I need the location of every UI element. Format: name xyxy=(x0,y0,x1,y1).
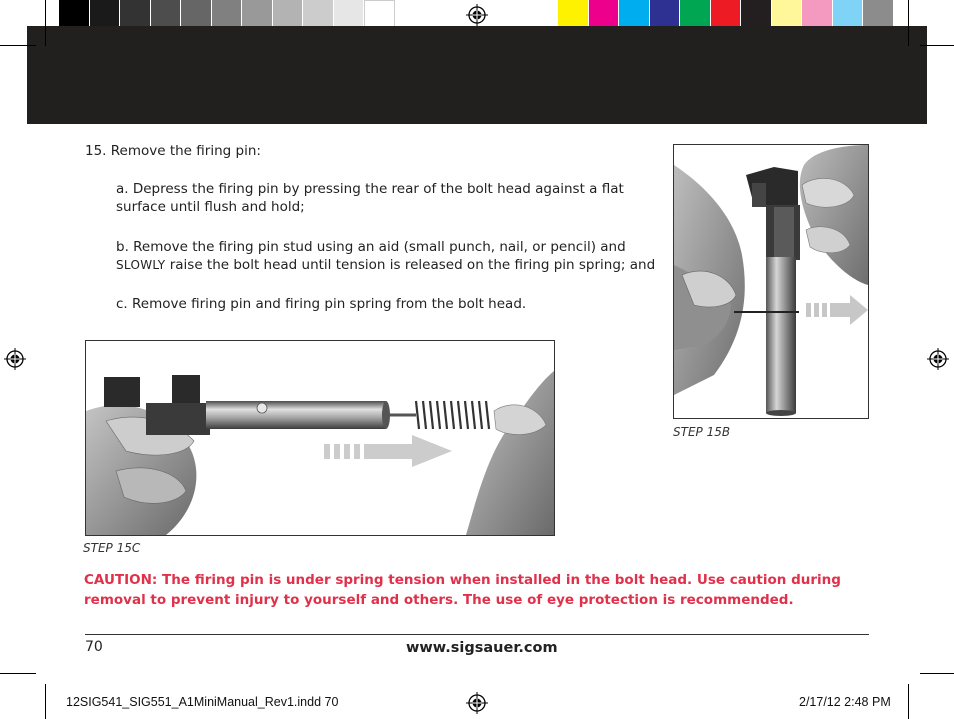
step-b-slowly: SLOWLY xyxy=(116,258,166,272)
page-number: 70 xyxy=(85,639,103,655)
step-b-text xyxy=(116,238,666,274)
photo-step-15b xyxy=(673,144,869,419)
step-intro: 15. Remove the firing pin: xyxy=(85,143,261,159)
registration-mark-icon xyxy=(927,348,949,370)
photo-step-15c xyxy=(85,340,555,536)
registration-mark-icon xyxy=(4,348,26,370)
crop-mark-top-left-v xyxy=(45,0,46,46)
slug-filename: 12SIG541_SIG551_A1MiniManual_Rev1.indd 70 xyxy=(66,695,339,709)
bolt-head-vertical-illustration xyxy=(674,145,868,418)
caution-notice xyxy=(84,570,874,610)
header-band xyxy=(27,26,927,124)
caption-step-15c: STEP 15C xyxy=(83,541,141,555)
registration-mark-icon xyxy=(466,692,488,714)
slug-timestamp: 2/17/12 2:48 PM xyxy=(799,695,891,709)
website-link[interactable]: www.sigsauer.com xyxy=(406,640,558,656)
crop-mark-top-left-h xyxy=(0,45,36,46)
footer-rule xyxy=(85,634,869,635)
registration-mark-icon xyxy=(466,4,488,26)
step-b-part2: raise the bolt head until tension is released on the firing pin spring; and xyxy=(165,257,656,273)
step-c-text: c. Remove firing pin and firing pin spring from the bolt head. xyxy=(116,296,527,312)
crop-mark-bottom-right-h xyxy=(920,673,954,674)
step-b-part1: b. Remove the firing pin stud using an aid (small punch, nail, or pencil) and xyxy=(116,239,626,255)
caution-label: CAUTION xyxy=(84,572,152,588)
crop-mark-top-right-h xyxy=(920,45,954,46)
caption-step-15b: STEP 15B xyxy=(673,425,731,439)
crop-mark-bottom-right-v xyxy=(908,684,909,719)
step-a-text: a. Depress the firing pin by pressing the rear of the bolt head against a flat surface until flush and hold; xyxy=(116,181,624,215)
bolt-head-horizontal-illustration xyxy=(86,341,554,535)
caution-text: : The firing pin is under spring tension when installed in the bolt head. Use caution during removal to prevent injury to yourself and others. The use of eye protection is recommended. xyxy=(84,572,841,608)
crop-mark-bottom-left-h xyxy=(0,673,36,674)
crop-mark-bottom-left-v xyxy=(45,684,46,719)
crop-mark-top-right-v xyxy=(908,0,909,46)
